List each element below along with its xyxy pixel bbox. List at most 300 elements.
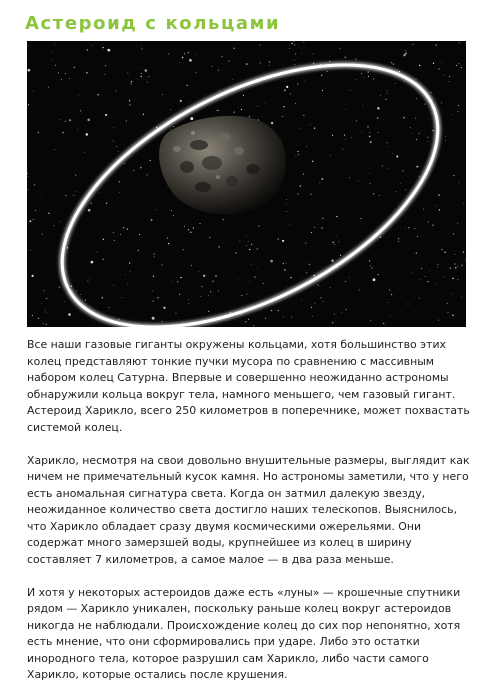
star [453,175,454,176]
star [157,297,158,298]
star [188,303,189,304]
star [77,129,78,130]
star [417,236,418,237]
star [346,139,347,140]
star [461,67,462,68]
star [444,276,445,277]
star [55,44,56,45]
star [457,111,458,112]
star [377,107,380,110]
star [121,297,122,298]
star [283,106,284,107]
star [447,303,448,304]
star [259,45,260,46]
asteroid-photo [27,41,466,327]
star [377,117,378,118]
star [463,252,464,253]
star [65,73,66,74]
star [91,203,92,204]
star [387,146,388,147]
star [415,78,416,79]
star [85,299,86,300]
star [113,285,114,286]
star [191,265,192,266]
star [369,183,370,184]
star [382,165,383,166]
star [437,284,438,285]
star [208,311,209,312]
star [209,237,210,238]
star [105,65,106,66]
star [364,77,365,78]
star [286,203,287,204]
star [398,241,399,242]
star [87,49,88,50]
star [98,94,99,95]
star [437,264,438,265]
star [284,90,285,91]
star [453,233,454,234]
star [360,218,361,219]
star [269,61,270,62]
star [60,221,61,222]
star [297,151,298,152]
star [455,254,456,255]
star [447,312,448,313]
star [370,265,371,266]
star [322,218,323,219]
star [251,244,252,245]
star [141,45,142,46]
star [212,281,213,282]
star [441,103,442,104]
star [319,182,320,183]
star [265,318,266,319]
star [416,252,417,253]
star [153,276,154,277]
star [433,63,434,64]
star [171,210,172,211]
star [234,101,235,102]
star [131,81,132,82]
star [141,48,142,49]
star [249,249,250,250]
star [154,256,155,257]
star [311,232,312,233]
star [428,221,429,222]
star [420,279,421,280]
star [395,191,396,192]
star [330,155,331,156]
star [322,90,323,91]
star [254,276,255,277]
star [162,321,163,322]
star [263,283,264,284]
star [179,63,180,64]
star [48,87,49,88]
star [312,161,313,162]
star [339,48,340,49]
star [402,170,403,171]
star [323,301,324,302]
star [64,301,65,302]
star [212,66,213,67]
star [45,312,46,313]
star [140,167,141,168]
star [398,238,399,239]
star [168,243,169,244]
star [457,279,458,280]
star [65,195,66,196]
star [189,59,192,62]
star [271,122,273,124]
star [428,118,429,119]
star [167,238,168,239]
star [143,114,144,115]
star [127,73,128,74]
star [452,315,453,316]
star [190,117,193,120]
star [334,244,335,245]
star [380,236,381,237]
star [218,70,219,71]
star [246,245,247,246]
star [431,92,432,93]
star [201,296,202,297]
star [295,103,296,104]
star [436,206,437,207]
star [410,127,411,128]
star [190,231,192,233]
star [188,52,189,53]
star [228,60,229,61]
star [145,69,147,71]
star [330,287,331,288]
star [153,301,154,302]
star [443,75,444,76]
star [372,267,373,268]
star [152,291,153,292]
star [68,313,71,316]
star [119,192,120,193]
star [387,93,388,94]
star [188,229,189,230]
star [238,280,239,281]
star [173,215,174,216]
star [161,264,162,265]
star [370,141,372,143]
star [260,63,261,64]
star [444,252,445,253]
star [271,310,272,311]
star [156,210,157,211]
star [432,224,433,225]
star [313,53,314,54]
star [332,135,333,136]
star [243,95,244,96]
star [405,227,406,228]
star [42,303,43,304]
star [283,316,284,317]
star [28,176,29,177]
star [341,312,342,313]
star [439,195,440,196]
star [248,241,249,242]
star [33,91,34,92]
star [419,297,420,298]
star [270,260,273,263]
star [44,290,45,291]
star [146,80,147,81]
star [303,174,304,175]
star [454,263,455,264]
star [91,261,94,264]
star [278,310,279,311]
star [311,307,312,308]
star [300,185,301,186]
star [386,99,387,100]
star [304,81,305,82]
star [257,249,258,250]
star [218,290,219,291]
star [300,128,301,129]
star [439,209,440,210]
star [141,73,142,74]
star [34,184,35,185]
star [343,149,344,150]
star [141,67,142,68]
star [358,180,359,181]
star [133,170,134,171]
star [147,174,148,175]
star [327,71,328,72]
star [32,315,33,316]
star [203,275,205,277]
star [227,320,228,321]
star [332,242,333,243]
star [219,246,220,247]
star [457,266,458,267]
star [441,62,442,63]
star [137,79,138,80]
star [463,203,464,204]
star [368,76,369,77]
star [76,291,77,292]
star [245,321,246,322]
star [183,249,184,250]
star [334,314,335,315]
star [223,219,224,220]
star [286,211,287,212]
star [282,240,284,242]
star [379,195,380,196]
star [35,210,36,211]
star [75,175,76,176]
star [113,232,114,233]
star [425,104,426,105]
star [75,174,76,175]
star [345,281,346,282]
star [250,281,251,282]
star [62,132,63,133]
star [162,94,163,95]
star [74,67,75,68]
star [28,104,29,105]
star [465,259,466,260]
star [356,120,357,121]
star [461,265,462,266]
star [123,227,124,228]
star [429,271,430,272]
star [455,267,456,268]
star [180,277,181,278]
star [257,267,258,268]
star [269,65,270,66]
star [60,119,61,120]
article-paragraph-2: Харикло, несмотря на свои довольно внушительные размеры, выглядит как ничем не примечательный кусок камня. Но астрономы заметили, что у него есть аномальная сигнатура света. Когда он затмил далекую звезду, неожиданное количество света достигло наших телескопов. Выяснилось, что Харикло обладает сразу двумя космическими ожерельями. Они содержат много замерзшей воды, крупнейшее из колец в ширину составляет 7 километров, а самое малое — в два раза меньше. [27,453,470,566]
star [278,239,279,240]
star [367,126,368,127]
star [419,176,420,177]
star [52,51,53,52]
star [54,149,55,150]
star [361,73,362,74]
star [147,82,148,83]
star [148,76,149,77]
star [41,194,42,195]
star [67,247,68,248]
star [58,72,59,73]
star [378,132,379,133]
star [216,110,217,111]
star [329,61,330,62]
star [301,53,302,54]
star [127,229,128,230]
star [321,297,322,298]
star [217,110,218,111]
star [234,48,235,49]
star [187,85,188,86]
star [412,273,413,274]
star [168,53,169,54]
star [313,62,314,63]
star [52,60,53,61]
star [61,79,62,80]
star [395,83,396,84]
star [451,294,452,295]
star [408,304,409,305]
star [232,79,233,80]
star [249,116,250,117]
star [43,323,44,324]
star [415,118,416,119]
star [294,60,295,61]
star [336,235,337,236]
star [356,79,357,80]
star [138,250,139,251]
star [150,160,151,161]
star [378,274,379,275]
star [438,320,439,321]
star [30,250,31,251]
star [199,223,200,224]
star [339,242,340,243]
star [421,268,422,269]
star [389,289,390,290]
star [73,195,74,196]
star [391,294,392,295]
star [373,278,376,281]
star [345,309,346,310]
star [251,264,252,265]
star [414,228,415,229]
star [297,193,298,194]
star [102,297,103,298]
star [116,146,117,147]
star [370,320,371,321]
star [170,129,171,130]
star [219,91,220,92]
star [419,65,420,66]
star [349,277,350,278]
star [388,168,389,169]
star [290,277,291,278]
star [103,259,104,260]
star [309,264,310,265]
star [306,146,307,147]
star [139,234,140,235]
star [388,302,389,303]
star [208,295,209,296]
star [184,53,185,54]
star [53,225,54,226]
star [265,103,266,104]
star [290,94,291,95]
star [359,289,360,290]
star [369,173,370,174]
star [286,287,287,288]
star [332,322,333,323]
star [240,241,241,242]
article-paragraph-1: Все наши газовые гиганты окружены кольцами, хотя большинство этих колец представляют тонкие пучки мусора по сравнению с массивным набором колец Сатурна. Впервые и совершенно неожиданно астрономы обнаружили кольца вокруг тела, намного меньшего, чем газовый гигант. Астероид Харикло, всего 250 километров в поперечнике, может похвастать системой колец. [27,338,470,434]
star [450,268,451,269]
star [427,281,428,282]
star [412,44,413,45]
star [65,121,66,122]
star [84,152,85,153]
star [69,119,71,121]
star [184,226,185,227]
star [80,110,81,111]
star [336,216,337,217]
star [301,300,302,301]
star [350,90,351,91]
star [247,294,248,295]
star [404,81,405,82]
star [171,281,172,282]
star [304,42,305,43]
star [315,303,316,304]
star [87,281,88,282]
star [118,151,119,152]
star [46,324,47,325]
star [241,295,242,296]
star [103,47,104,48]
star [241,109,242,110]
star [289,225,290,226]
star [75,191,76,192]
star [71,286,72,287]
